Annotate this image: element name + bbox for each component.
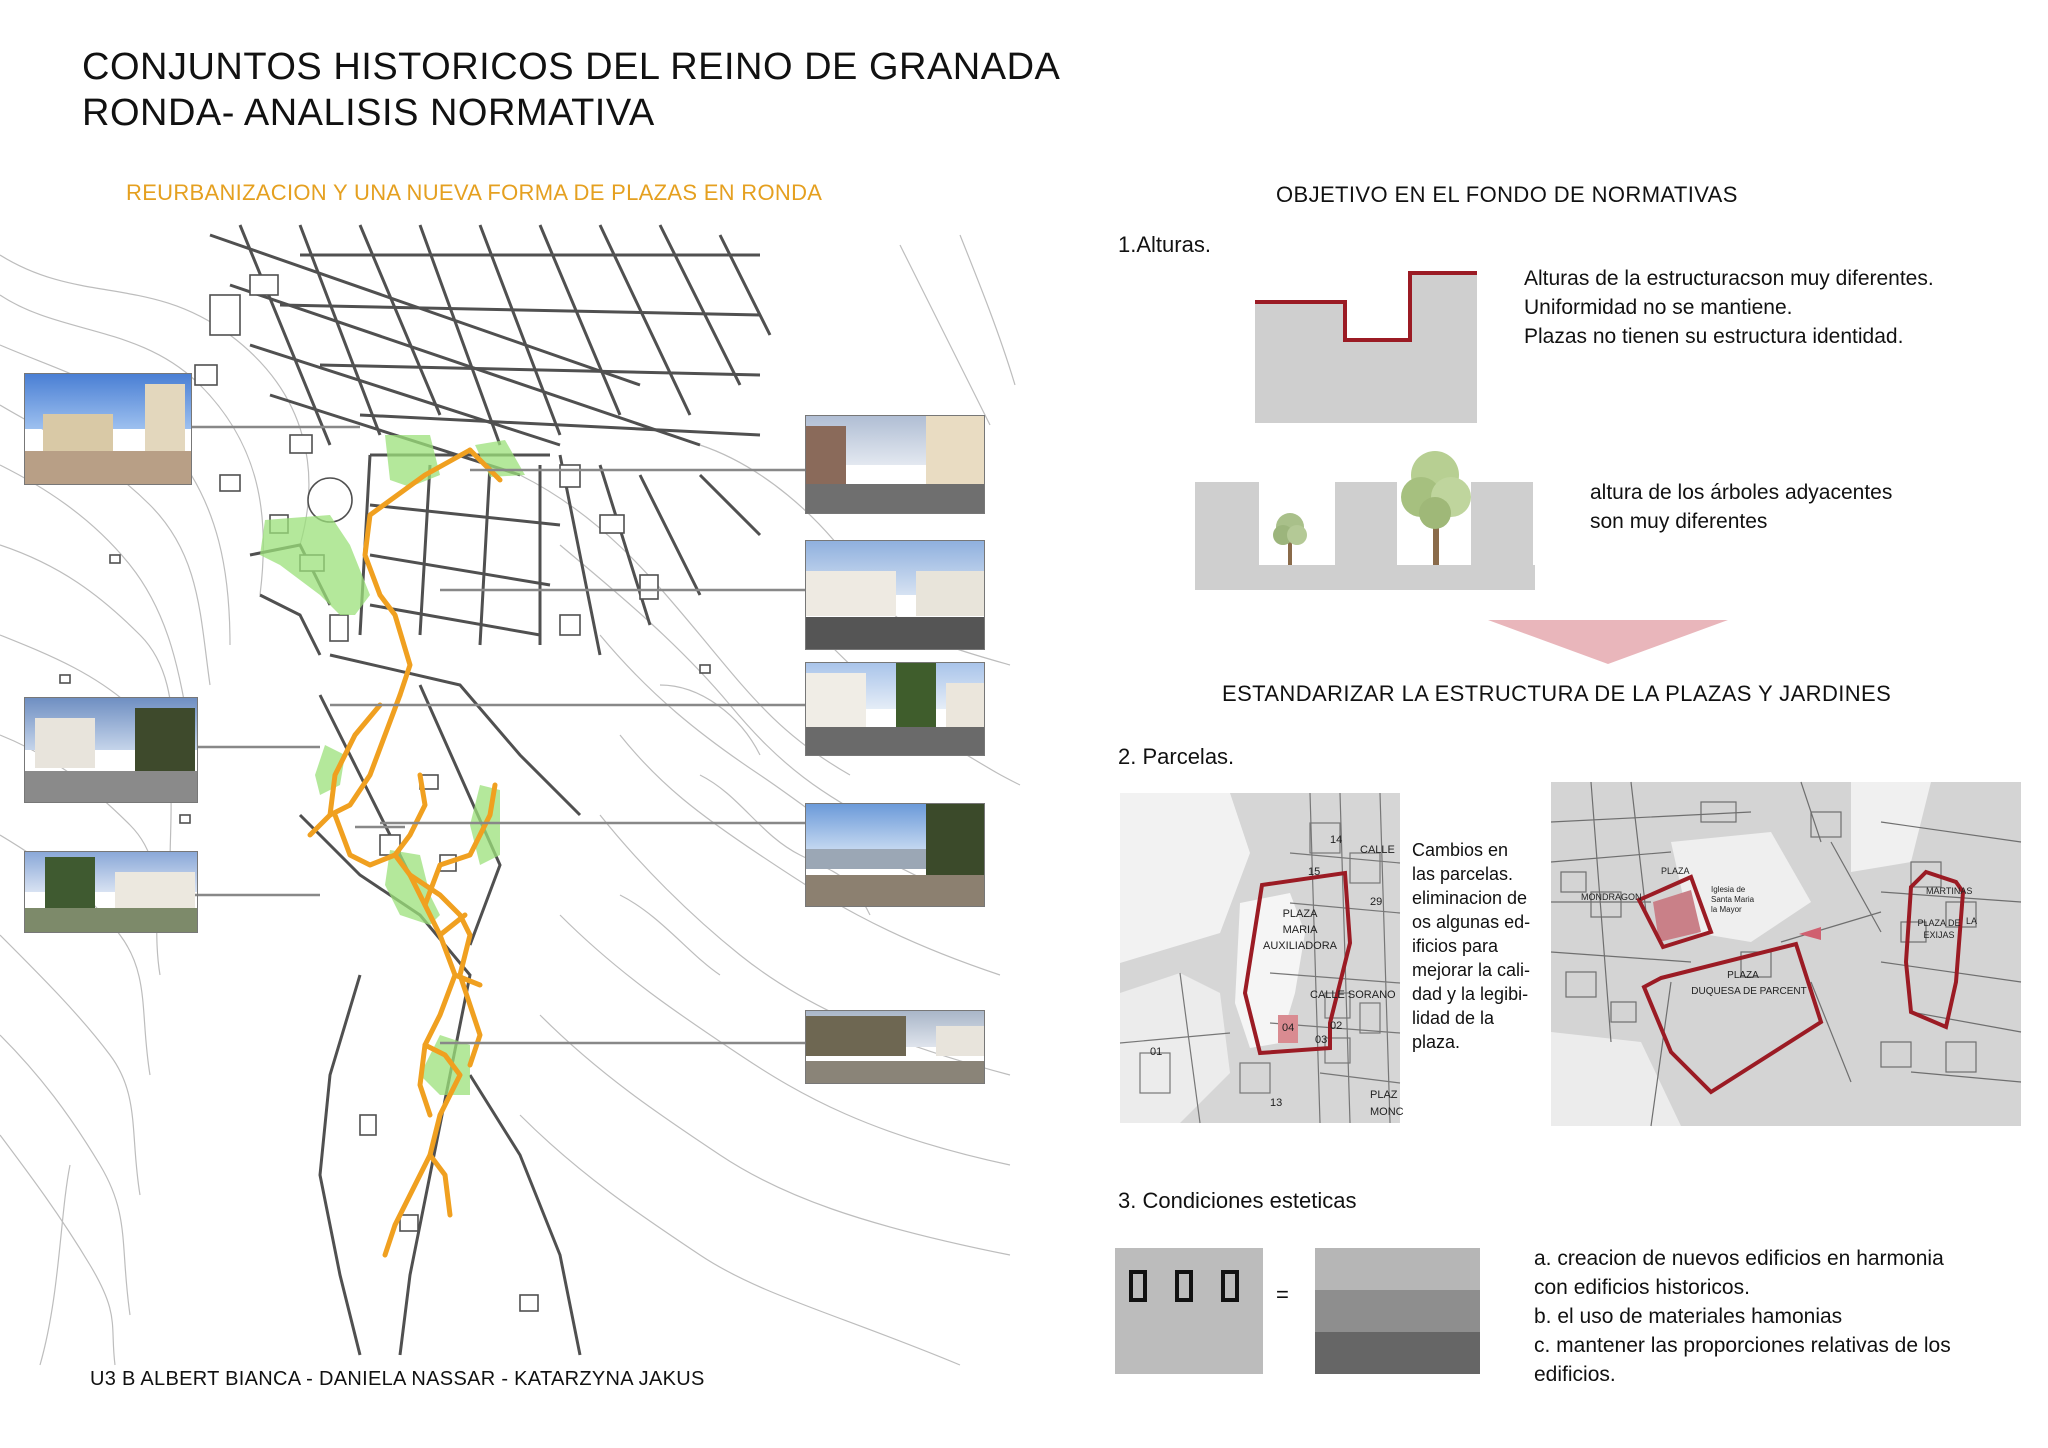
svg-text:MONDRAGON: MONDRAGON — [1581, 892, 1642, 902]
photo-plaza-3 — [24, 851, 198, 933]
down-arrow — [1488, 620, 1728, 666]
svg-text:DUQUESA DE PARCENT: DUQUESA DE PARCENT — [1691, 986, 1807, 997]
title-line-1: CONJUNTOS HISTORICOS DEL REINO DE GRANADA — [82, 46, 1061, 88]
svg-text:la Mayor: la Mayor — [1711, 905, 1742, 914]
facade-diagram — [1115, 1248, 1265, 1376]
authors-footer: U3 B ALBERT BIANCA - DANIELA NASSAR - KATARZYNA JAKUS — [90, 1368, 705, 1390]
svg-text:MONC: MONC — [1370, 1106, 1404, 1118]
svg-text:01: 01 — [1150, 1046, 1163, 1058]
page-title — [82, 44, 1060, 136]
small-tree-icon — [1273, 513, 1307, 565]
svg-text:CALLE SORANO: CALLE SORANO — [1310, 989, 1396, 1001]
section-2-title: 2. Parcelas. — [1118, 744, 1235, 769]
svg-text:02: 02 — [1330, 1020, 1343, 1032]
equals-sign: = — [1276, 1282, 1289, 1307]
materials-diagram — [1315, 1248, 1481, 1374]
svg-text:PLAZA: PLAZA — [1661, 866, 1690, 876]
map-heading: REURBANIZACION Y UNA NUEVA FORMA DE PLAZAS EN RONDA — [126, 180, 823, 205]
photo-street-1 — [805, 415, 985, 514]
photo-plaza-1 — [24, 373, 192, 485]
svg-text:Santa Maria: Santa Maria — [1711, 895, 1755, 904]
svg-text:04: 04 — [1282, 1022, 1295, 1034]
svg-text:15: 15 — [1308, 866, 1321, 878]
svg-text:MARIA: MARIA — [1282, 924, 1318, 936]
svg-text:14: 14 — [1330, 834, 1343, 846]
heights-diagram — [1245, 265, 1490, 425]
svg-text:29: 29 — [1370, 896, 1383, 908]
parcels-text: Cambios en las parcelas. eliminacion de os algunas ed- ificios para mejorar la cali- dad y la legibi- lidad de la plaza. — [1412, 840, 1531, 1052]
svg-text:PLAZA: PLAZA — [1727, 970, 1759, 981]
section-1-title: 1.Alturas. — [1118, 232, 1211, 257]
svg-text:AUXILIADORA: AUXILIADORA — [1263, 940, 1337, 952]
large-tree-icon — [1401, 451, 1471, 565]
svg-text:PLAZA DE: PLAZA DE — [1917, 918, 1961, 928]
svg-text:EXIJAS: EXIJAS — [1923, 930, 1955, 940]
photo-street-3 — [805, 662, 985, 756]
section-3-title: 3. Condiciones esteticas — [1118, 1188, 1357, 1213]
aesthetics-text: a. creacion de nuevos edificios en harmonia con edificios historicos. b. el uso de materiales hamonias c. mantener las proporciones relativas de los edificios. — [1534, 1247, 1951, 1386]
photo-plaza-2 — [24, 697, 198, 803]
objective-heading: OBJETIVO EN EL FONDO DE NORMATIVAS — [1276, 182, 1738, 207]
svg-text:03: 03 — [1315, 1034, 1328, 1046]
svg-text:Iglesia de: Iglesia de — [1711, 885, 1746, 894]
trees-text: altura de los árboles adyacentes son muy diferentes — [1590, 481, 1893, 533]
photo-alameda — [805, 1010, 985, 1084]
heights-text: Alturas de la estructuracson muy diferentes. Uniformidad no se mantiene. Plazas no tienen su estructura identidad. — [1524, 267, 1934, 348]
photo-street-2 — [805, 540, 985, 650]
svg-text:LA: LA — [1966, 916, 1978, 926]
trees-diagram — [1195, 445, 1535, 590]
svg-text:PLAZ: PLAZ — [1370, 1089, 1398, 1101]
standardize-banner: ESTANDARIZAR LA ESTRUCTURA DE LA PLAZAS Y JARDINES — [1222, 681, 1892, 706]
svg-text:CALLE: CALLE — [1360, 844, 1395, 856]
svg-text:13: 13 — [1270, 1097, 1283, 1109]
svg-text:MARTINAS: MARTINAS — [1926, 886, 1973, 896]
photo-viewpoint — [805, 803, 985, 907]
parcel-map-2 — [1551, 782, 2021, 1126]
svg-text:PLAZA: PLAZA — [1282, 908, 1318, 920]
parcel-map-1 — [1120, 793, 1404, 1123]
title-line-2: RONDA- ANALISIS NORMATIVA — [82, 92, 655, 134]
